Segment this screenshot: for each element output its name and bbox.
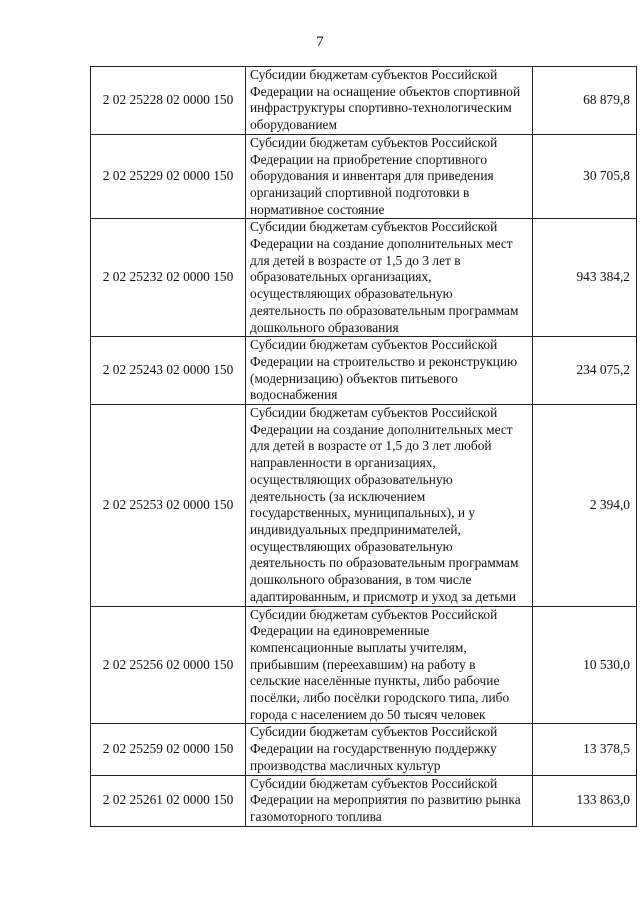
- budget-code-cell: 2 02 25256 02 0000 150: [91, 606, 246, 724]
- budget-code-cell: 2 02 25243 02 0000 150: [91, 337, 246, 405]
- description-cell: Субсидии бюджетам субъектов Российской Федерации на единовременные компенсационные выплаты учителям, прибывшим (переехавшим) на работу в сельские населённые пункты, либо рабочие посёлки, либо посёлки городского типа, либо города с населением до 50 тысяч человек: [246, 606, 533, 724]
- table-row: [91, 67, 637, 135]
- table-row: [91, 405, 637, 606]
- amount-cell: 133 863,0: [533, 775, 637, 826]
- description-cell: Субсидии бюджетам субъектов Российской Федерации на приобретение спортивного оборудования и инвентаря для приведения организаций спортивной подготовки в нормативное состояние: [246, 134, 533, 219]
- budget-code-cell: 2 02 25229 02 0000 150: [91, 134, 246, 219]
- budget-code-cell: 2 02 25228 02 0000 150: [91, 67, 246, 135]
- table-row: [91, 606, 637, 724]
- amount-cell: 943 384,2: [533, 219, 637, 337]
- description-cell: Субсидии бюджетам субъектов Российской Федерации на мероприятия по развитию рынка газомоторного топлива: [246, 775, 533, 826]
- table-row: [91, 134, 637, 219]
- description-cell: Субсидии бюджетам субъектов Российской Федерации на строительство и реконструкцию (модернизацию) объектов питьевого водоснабжения: [246, 337, 533, 405]
- budget-code-cell: 2 02 25253 02 0000 150: [91, 405, 246, 606]
- amount-cell: 10 530,0: [533, 606, 637, 724]
- amount-cell: 2 394,0: [533, 405, 637, 606]
- budget-code-cell: 2 02 25259 02 0000 150: [91, 724, 246, 775]
- table-row: [91, 337, 637, 405]
- budget-code-cell: 2 02 25261 02 0000 150: [91, 775, 246, 826]
- amount-cell: 30 705,8: [533, 134, 637, 219]
- description-cell: Субсидии бюджетам субъектов Российской Федерации на создание дополнительных мест для детей в возрасте от 1,5 до 3 лет любой направленности в организациях, осуществляющих образовательную деятельность (за исключением государственных, муниципальных), и у индивидуальных предпринимателей, осуществляющих образовательную деятельность по образовательным программам дошкольного образования, в том числе адаптированным, и присмотр и уход за детьми: [246, 405, 533, 606]
- page-number: 7: [316, 34, 324, 50]
- amount-cell: 234 075,2: [533, 337, 637, 405]
- table-row: [91, 724, 637, 775]
- amount-cell: 68 879,8: [533, 67, 637, 135]
- table-row: [91, 219, 637, 337]
- amount-cell: 13 378,5: [533, 724, 637, 775]
- description-cell: Субсидии бюджетам субъектов Российской Федерации на создание дополнительных мест для детей в возрасте от 1,5 до 3 лет в образовательных организациях, осуществляющих образовательную деятельность по образовательным программам дошкольного образования: [246, 219, 533, 337]
- description-cell: Субсидии бюджетам субъектов Российской Федерации на оснащение объектов спортивной инфраструктуры спортивно-технологическим оборудованием: [246, 67, 533, 135]
- subsidies-table: [90, 66, 637, 827]
- budget-code-cell: 2 02 25232 02 0000 150: [91, 219, 246, 337]
- table-row: [91, 775, 637, 826]
- description-cell: Субсидии бюджетам субъектов Российской Федерации на государственную поддержку производства масличных культур: [246, 724, 533, 775]
